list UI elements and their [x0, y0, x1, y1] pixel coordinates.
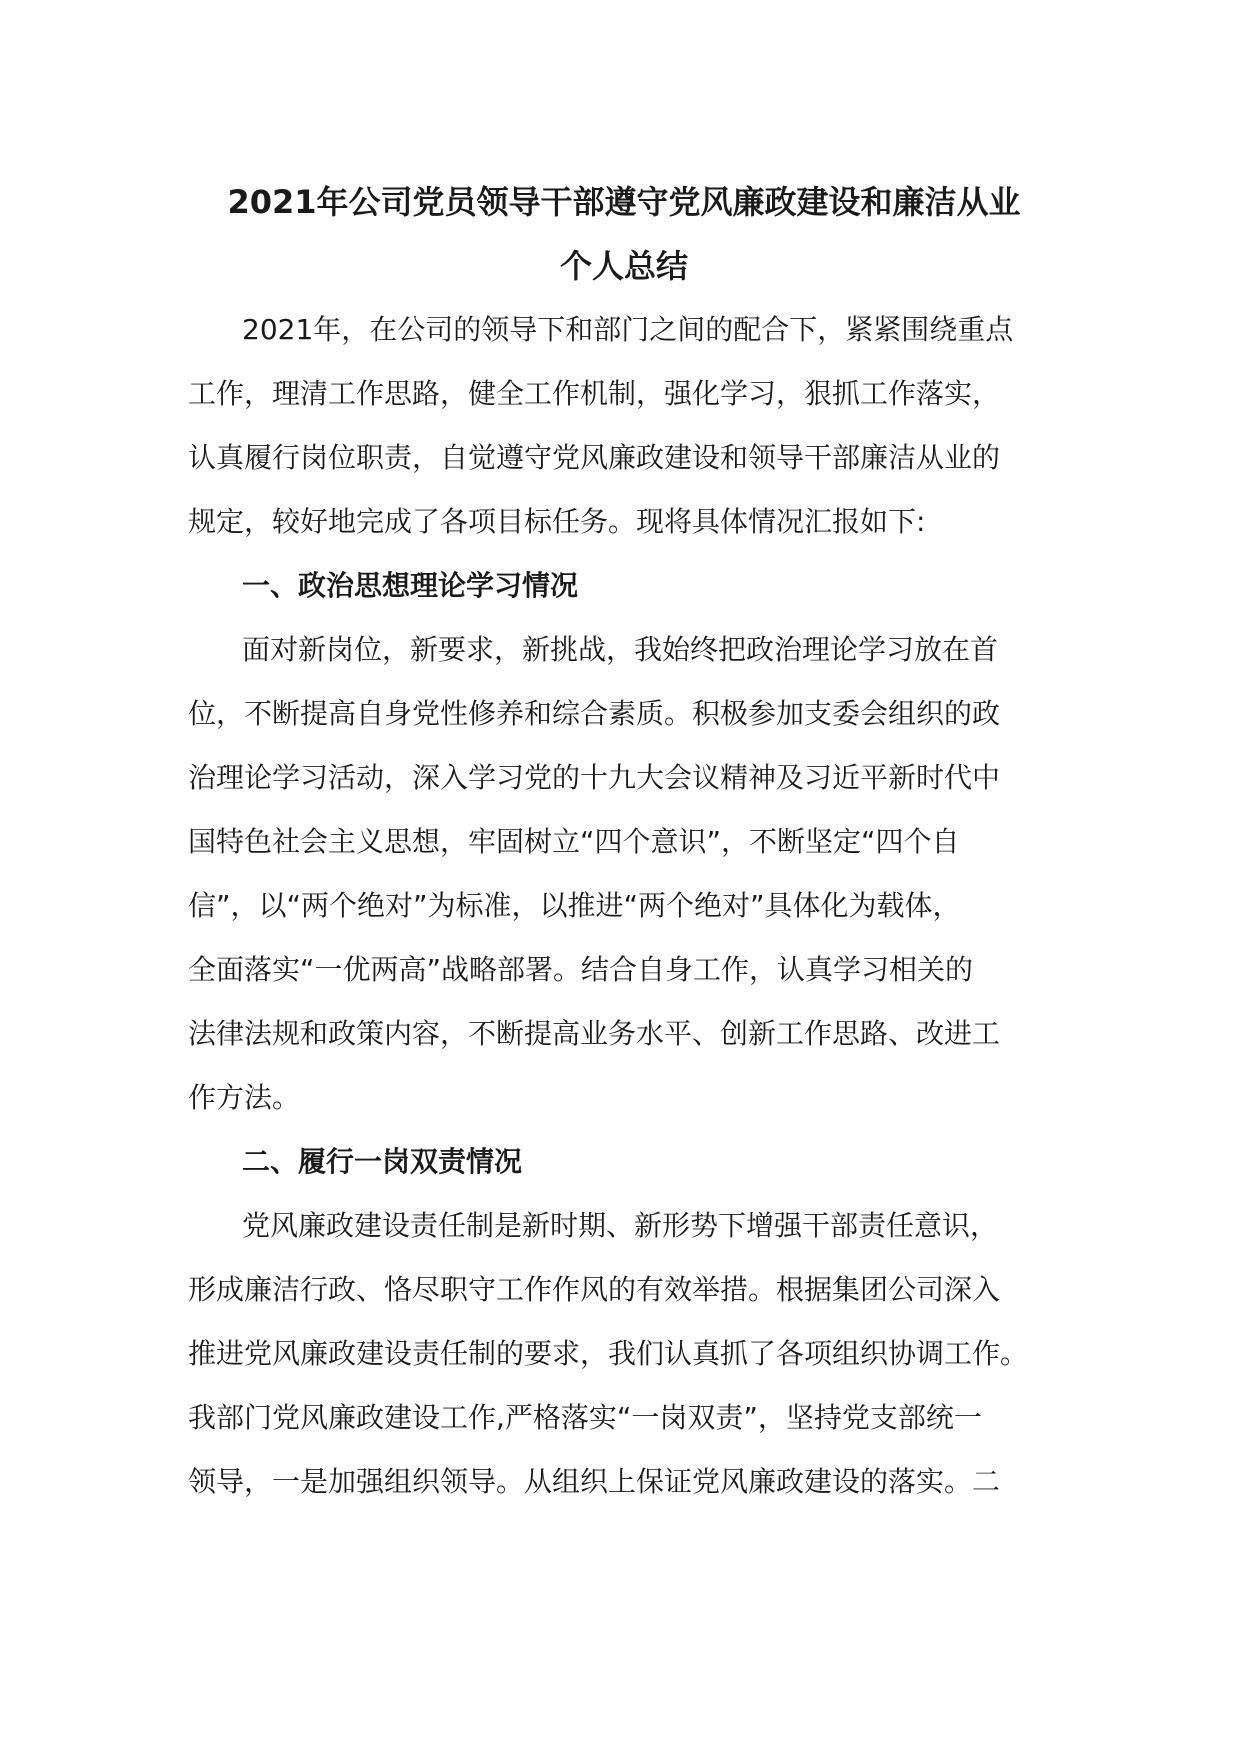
section-1-line-6: 全面落实“一优两高”战略部署。结合自身工作，认真学习相关的 [188, 953, 974, 986]
intro-line-4: 规定，较好地完成了各项目标任务。现将具体情况汇报如下: [188, 505, 926, 538]
section-1-line-3: 治理论学习活动，深入学习党的十九大会议精神及习近平新时代中 [188, 761, 1001, 794]
section-1-paragraph [188, 618, 1060, 1130]
section-1-line-4: 国特色社会主义思想，牢固树立“四个意识”，不断坚定“四个自 [188, 825, 960, 858]
section-1-line-5: 信”，以“两个绝对”为标准，以推进“两个绝对”具体化为载体， [188, 889, 961, 922]
intro-line-3: 认真履行岗位职责，自觉遵守党风廉政建设和领导干部廉洁从业的 [188, 441, 1001, 474]
section-1-line-2: 位，不断提高自身党性修养和综合素质。积极参加支委会组织的政 [188, 697, 1001, 730]
section-2-paragraph [188, 1194, 1060, 1514]
section-1-heading: 一、政治思想理论学习情况 [242, 569, 579, 602]
title-line-2: 个人总结 [559, 247, 688, 285]
section-2-line-3: 推进党风廉政建设责任制的要求，我们认真抓了各项组织协调工作。 [188, 1337, 1029, 1370]
section-2-line-2: 形成廉洁行政、恪尽职守工作作风的有效举措。根据集团公司深入 [188, 1273, 1001, 1306]
section-2-line-5: 领导，一是加强组织领导。从组织上保证党风廉政建设的落实。二 [188, 1465, 1001, 1498]
section-1-line-8: 作方法。 [188, 1081, 301, 1114]
document-title [188, 170, 1060, 298]
section-1-line-1: 面对新岗位，新要求，新挑战，我始终把政治理论学习放在首 [242, 633, 999, 666]
intro-line-2: 工作，理清工作思路，健全工作机制，强化学习，狠抓工作落实， [188, 377, 1001, 410]
section-2-line-4: 我部门党风廉政建设工作,严格落实“一岗双责”，坚持党支部统一 [188, 1401, 982, 1434]
title-line-1: 2021年公司党员领导干部遵守党风廉政建设和廉洁从业 [227, 183, 1021, 221]
section-2-heading: 二、履行一岗双责情况 [242, 1145, 523, 1178]
section-2-line-1: 党风廉政建设责任制是新时期、新形势下增强干部责任意识， [242, 1209, 999, 1242]
document-page [188, 170, 1060, 1514]
intro-line-1: 2021年，在公司的领导下和部门之间的配合下，紧紧围绕重点 [242, 313, 1014, 346]
section-1-line-7: 法律法规和政策内容，不断提高业务水平、创新工作思路、改进工 [188, 1017, 1001, 1050]
intro-paragraph [188, 298, 1060, 554]
